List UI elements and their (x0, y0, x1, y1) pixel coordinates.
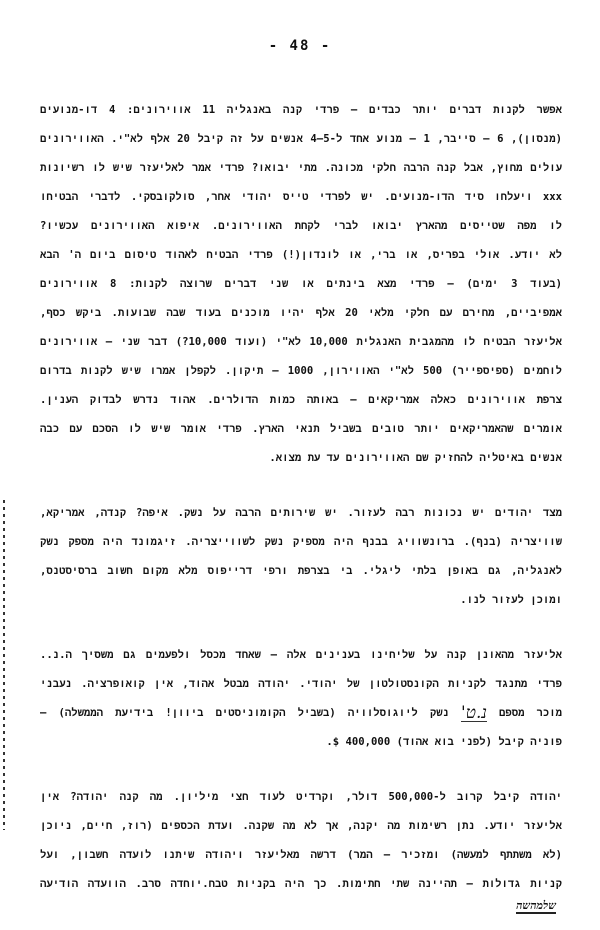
text-line: עולים מחוץ, אבל קנה הרבה חלקי מכונה. מתי יבואו? פרדי אמר לאליעזר שיש לו רשיונות (40, 162, 562, 174)
text-line: אומרים שהאמריקאים יותר טובים בשביל תנאי הארץ. פרדי אומר שיש לו הסכם עם כבה (40, 423, 562, 435)
text-line: שוויצריה (בנף). ברונשוויג בבנף היה מספיק נשק לשווייצריה. זיגמונד היה מספק נשק (40, 536, 562, 548)
text-line: פוניה קיבל (לפני בוא אהוד) 400,000 $. (326, 736, 562, 748)
text-line: לא יודע. אולי בפריס, או ברי, או לונדון(!) פרדי הבטיח לאהוד טיסום ביום ה' הבא (40, 249, 562, 261)
text-line: (לא משתתף למעשה) ומזכיר – המר) דרשה מאליעזר ויהודה שיתנו לועדה חשבון, ועל (40, 849, 562, 861)
text-line: קניות גדולות – תהיינה שתי חתימות. כך היה בקניות טבח.יוחדה סרב. הוועדה הודיעה (40, 878, 562, 890)
text-line: אפשר לקנות דברים יותר כבדים – פרדי קנה באנגליה 11 אווירונים: 4 דו-מנועים (40, 104, 562, 116)
page-number: - 48 - (268, 38, 332, 54)
text-line: יהודה קיבל קרוב ל-500,000 דולר, וקרדיט לעוד חצי מיליון. מה קנה יהודה? אין (40, 791, 562, 803)
text-line: ומוכן לעזור לנו. (460, 594, 562, 606)
footer-signature: שלמהשה (516, 899, 556, 912)
scan-edge-marks (3, 500, 5, 830)
document-body (40, 96, 562, 899)
paragraph-aircraft (40, 96, 562, 473)
text-line-with-mark (40, 699, 562, 728)
text-line: פרדי מתנגד לקניות הקונסטולטון של יהודי. יהודה מבטל אהוד, אין קואופרציה. נעבני (40, 678, 562, 690)
text-line: אליעזר יודע. נתן רשימות מה יקנה, אך לא מה שקנה. ועדת הכספים (רוז, חיים, ניוכן (40, 820, 562, 832)
text-fragment: נשק ליוגוסלוויה (בשביל הקומוניסטים ביוון! בידיעת הממשלה) – (40, 707, 449, 719)
text-line: xxx ויעלחו סיד הדו-מנועים. יש לפרדי טייס יהודי אחר, סולקובסקי. לדברי הבטיחו (40, 191, 562, 203)
text-line: צרפת אווירונים כאלה אמריקאים – באותה כמות הדולרים. אהוד נדרש לבדוק הענין. (40, 394, 562, 406)
text-line: אליעזר הבטיח לו מהמגבית האנגלית 10,000 לא"י (ועוד 10,000?) דבר שני – אווירונים (40, 336, 562, 348)
text-line: מצד יהודים יש נכונות רבה לעזור. יש שירותים הרבה על נשק. איפה? קנדה, אמריקא, (40, 507, 562, 519)
paragraph-gap (40, 473, 562, 499)
paragraph-jewish-help (40, 499, 562, 615)
paragraph-yehuda-funds (40, 783, 562, 899)
paragraph-emissaries (40, 641, 562, 757)
text-line: (בעוד 3 ימים) – פרדי מצא בינתים או שני דברים שרוצה לקנות: 8 אווירונים (40, 278, 562, 290)
paragraph-gap (40, 615, 562, 641)
text-line: אנשים באיטליה להחזיק שם האווירונים עד עת מצוא. (269, 452, 562, 464)
text-line: לוחמים (ספיספייר) 500 לא"י האווירון, 1000 – תיקון. לקפלן אמרו שיש לקנות בדרום (40, 365, 562, 377)
text-line: אליעזר מהאונן קנה על שליחינו בענינים אלה – שאחד מכסל ולפעמים גם משסיך ה.נ.. (40, 649, 562, 661)
text-line: (מנסון), 6 – סייבר, 1 – מנוע אחד ל-5–4 אנשים על זה קיבל 20 אלף לא"י. האווירונים (40, 133, 562, 145)
text-line: לו מפה שטייסים מהארץ יבואו לברי לקחת האווירונים. איפוא האווירונים עכשיו? (40, 220, 562, 232)
text-fragment: מוכר מספם (499, 707, 562, 719)
text-line: אמפיביים, מחירם עם חלקי מלאי 20 אלף יהיו מוכנים בעוד שבה שבועות. ביקש כסף, (40, 307, 562, 319)
text-line: לאנגליה, גם באופן בלתי ליגלי. בי בצרפת ורפי דרייפוס מלא מקום חשוב ברסיסטנס, (40, 565, 562, 577)
paragraph-gap (40, 757, 562, 783)
handwritten-mark: נ.ט' (461, 702, 487, 723)
